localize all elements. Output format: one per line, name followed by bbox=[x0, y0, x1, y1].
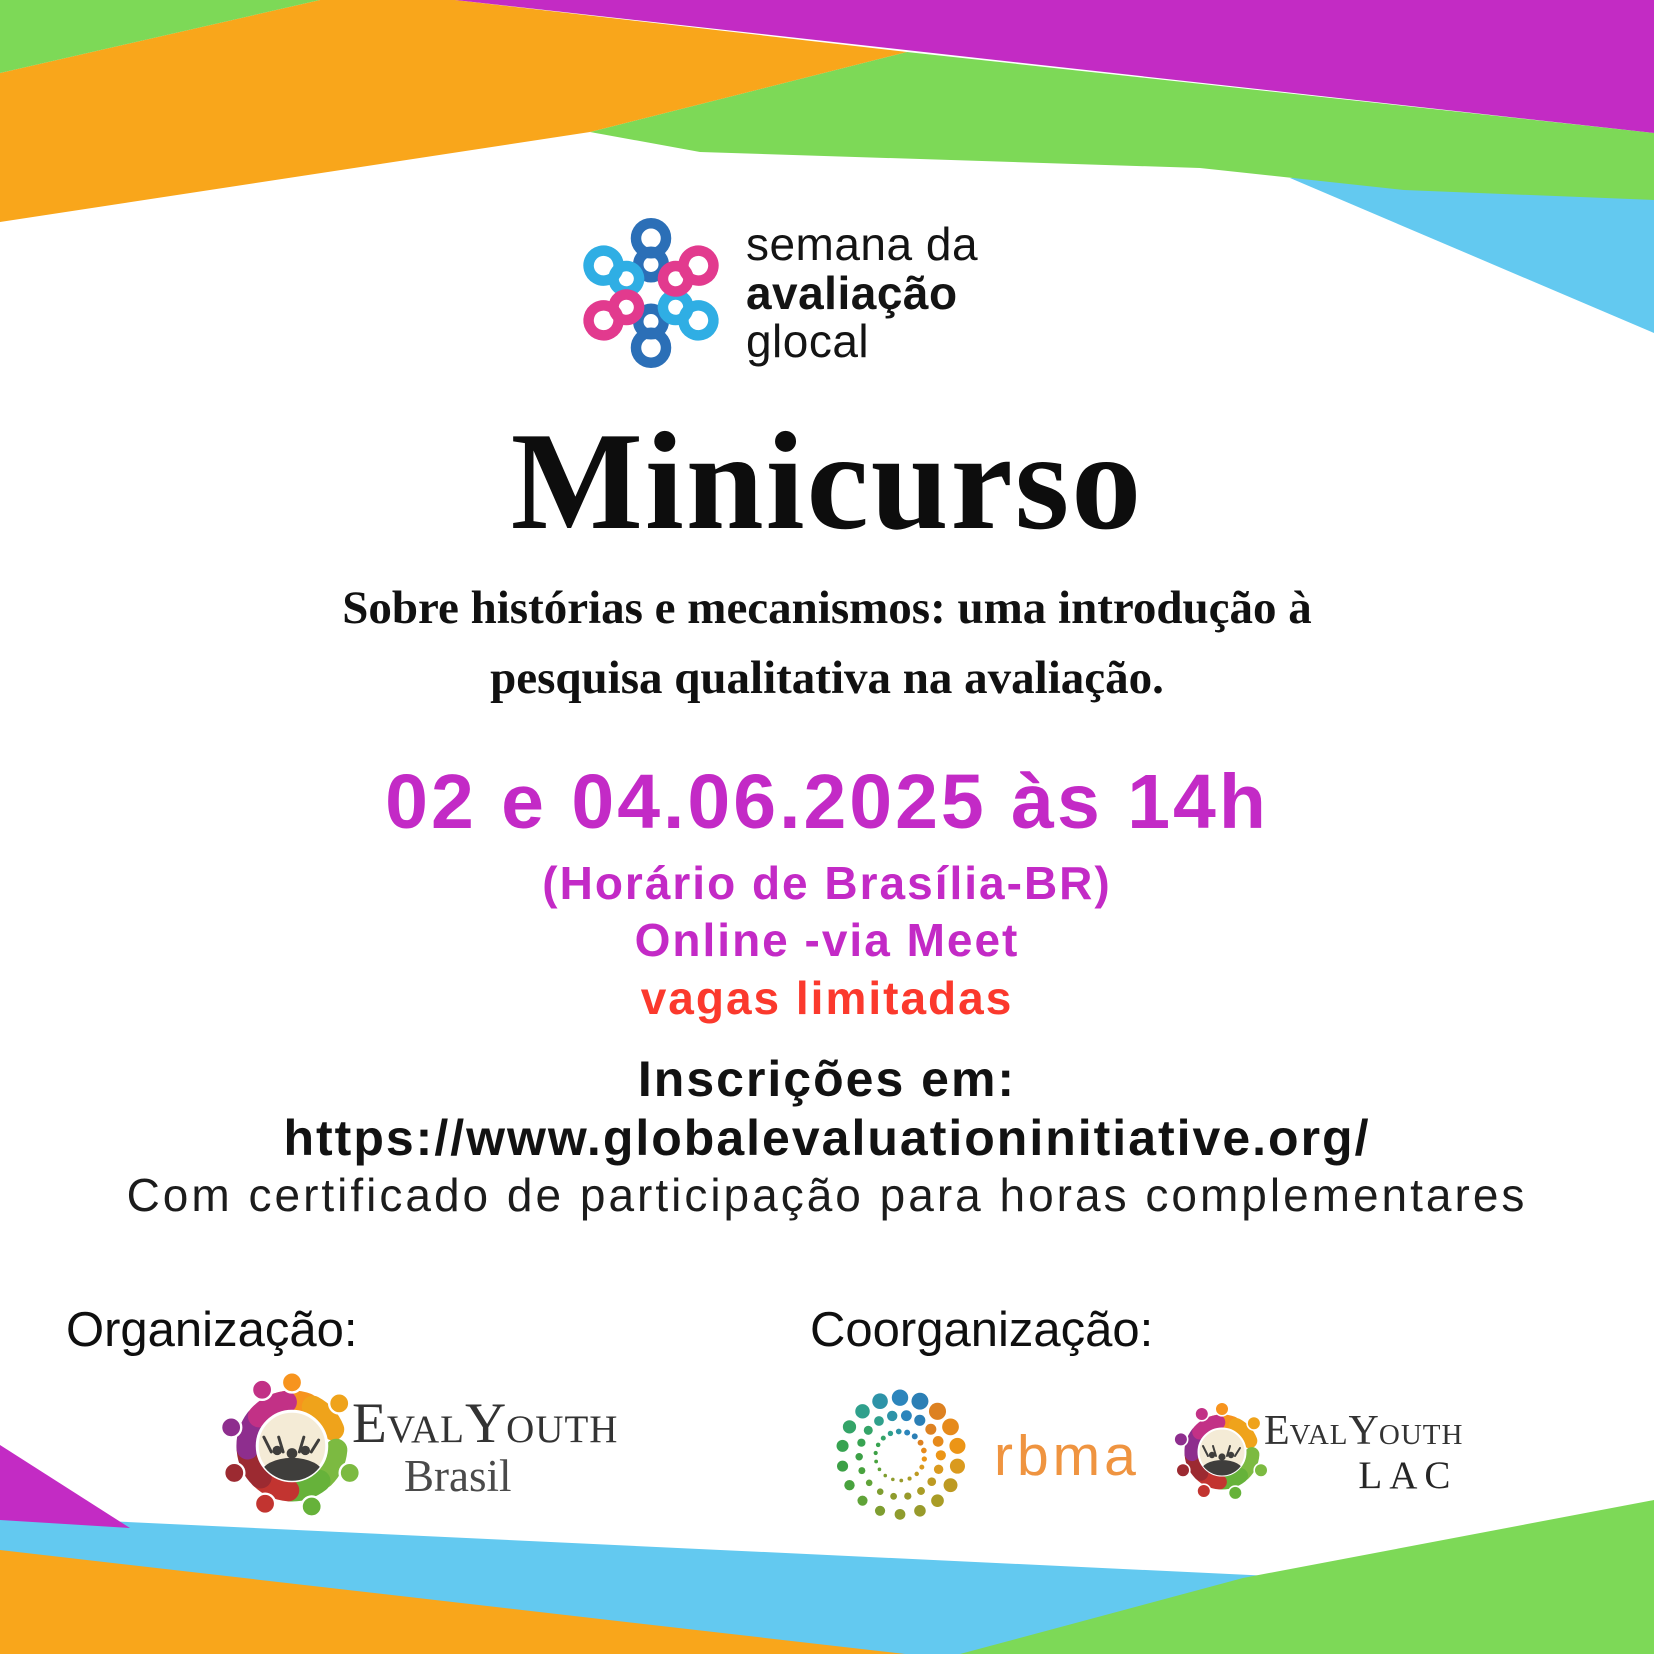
evalyouth-name: EVALYOUTH bbox=[1264, 1407, 1464, 1454]
evalyouth-brasil-logo-icon bbox=[218, 1372, 366, 1520]
limited-slots-note: vagas limitadas bbox=[640, 972, 1014, 1024]
rbma-wordmark: rbma bbox=[994, 1424, 1140, 1488]
evalyouth-lac-region: LAC bbox=[1358, 1453, 1458, 1497]
registration-heading: Inscrições em: bbox=[637, 1051, 1017, 1107]
glocal-evaluation-week-logo-icon bbox=[576, 218, 726, 368]
evalyouth-brasil-logo bbox=[218, 1372, 618, 1520]
brand-line1: semana da bbox=[745, 217, 979, 270]
brand-line2: avaliação bbox=[745, 266, 958, 319]
evalyouth-lac-logo-icon bbox=[1172, 1402, 1272, 1502]
event-mode: Online -via Meet bbox=[634, 914, 1020, 966]
evalyouth-brasil-region: Brasil bbox=[404, 1450, 512, 1501]
registration-url[interactable]: https://www.globalevaluationinitiative.org/ bbox=[283, 1110, 1371, 1166]
certificate-note: Com certificado de participação para horas complementares bbox=[126, 1169, 1528, 1221]
brand-wordmark bbox=[745, 217, 979, 368]
evalyouth-lac-logo bbox=[1172, 1402, 1463, 1502]
evalyouth-name: EVALYOUTH bbox=[352, 1391, 619, 1455]
event-datetime: 02 e 04.06.2025 às 14h bbox=[385, 759, 1269, 845]
course-subtitle bbox=[0, 574, 1654, 713]
course-subtitle-line1: Sobre histórias e mecanismos: uma introdução à bbox=[342, 582, 1312, 634]
evalyouth-lac-wordmark bbox=[1264, 1407, 1463, 1498]
coorganization-label: Coorganização: bbox=[810, 1303, 1154, 1357]
page-title: Minicurso bbox=[510, 404, 1144, 559]
rbma-logo-icon bbox=[830, 1386, 970, 1526]
bottom-left-magenta-triangle bbox=[0, 1445, 130, 1528]
course-subtitle-line2: pesquisa qualitativa na avaliação. bbox=[490, 651, 1164, 704]
evalyouth-brasil-wordmark bbox=[352, 1391, 618, 1502]
rbma-logo bbox=[830, 1386, 1140, 1526]
organization-label: Organização: bbox=[66, 1303, 358, 1357]
event-brand bbox=[0, 218, 1654, 368]
event-timezone: (Horário de Brasília-BR) bbox=[542, 857, 1112, 909]
brand-line3: glocal bbox=[745, 315, 870, 368]
